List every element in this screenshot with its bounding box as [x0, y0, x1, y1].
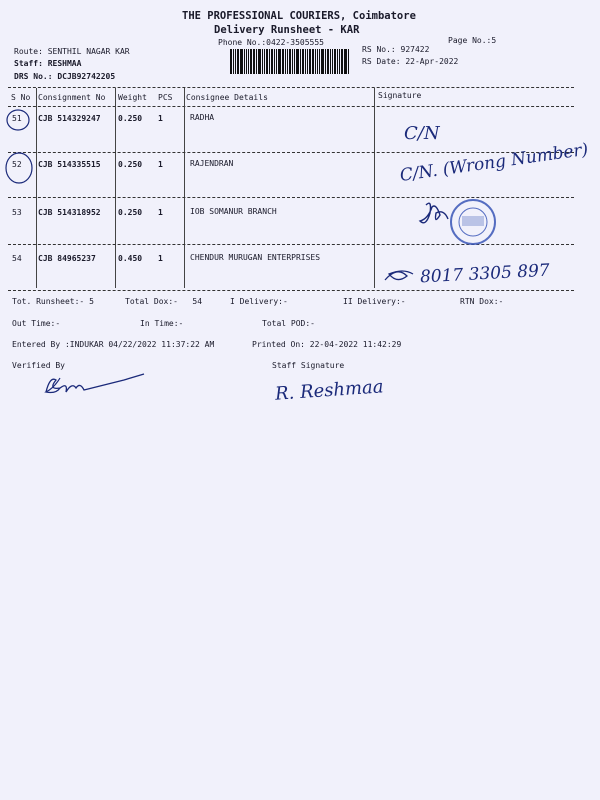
row-4-pcs: 1	[158, 254, 163, 263]
row-2-weight: 0.250	[118, 160, 143, 169]
header-pcs: PCS	[158, 93, 173, 102]
row-3-consignment: CJB 514318952	[38, 208, 101, 217]
row-4-details: CHENDUR MURUGAN ENTERPRISES	[190, 253, 321, 262]
row-4-weight: 0.450	[118, 254, 143, 263]
circle-mark-52	[6, 153, 32, 183]
row-4-consignment: CJB 84965237	[38, 254, 96, 263]
staff-signature-label: Staff Signature	[272, 361, 345, 370]
in-time: In Time:-	[140, 319, 184, 328]
total-dox: Total Dox:- 54	[125, 297, 203, 306]
header-consignee-details: Consignee Details	[186, 93, 268, 102]
entered-by: Entered By :INDUKAR 04/22/2022 11:37:22 AM	[12, 340, 215, 349]
row-3-sno: 53	[12, 208, 22, 217]
row-1-consignment: CJB 514329247	[38, 114, 101, 123]
verified-by-label: Verified By	[12, 361, 65, 370]
circle-mark-51	[7, 110, 29, 130]
row-1-sno: 51	[12, 114, 22, 123]
row-1-weight: 0.250	[118, 114, 143, 123]
row-3-pcs: 1	[158, 208, 163, 217]
rs-number: RS No.: 927422	[362, 45, 430, 54]
row-4-sno: 54	[12, 254, 22, 263]
row-3-details: IOB SOMANUR BRANCH	[190, 207, 277, 216]
total-pod: Total POD:-	[262, 319, 315, 328]
rs-date: RS Date: 22-Apr-2022	[362, 57, 459, 66]
drs-number: DRS No.: DCJB92742205	[14, 72, 116, 81]
row-2-consignment: CJB 514335515	[38, 160, 101, 169]
header-sno: S No	[11, 93, 31, 102]
row-2-details: RAJENDRAN	[190, 159, 234, 168]
row-2-pcs: 1	[158, 160, 163, 169]
stamp-seal	[451, 200, 495, 244]
row-3-weight: 0.250	[118, 208, 143, 217]
row-3-signature-scribble	[420, 203, 448, 223]
runsheet-title: Delivery Runsheet - KAR	[214, 24, 360, 36]
row-4-signature-scribble	[385, 271, 413, 280]
row-1-details: RADHA	[190, 113, 215, 122]
phone-number: Phone No.:0422-3505555	[218, 38, 324, 47]
staff-signature-handwriting: R. Reshmaa	[274, 376, 385, 405]
staff-label: Staff: RESHMAA	[14, 59, 82, 68]
route-label: Route: SENTHIL NAGAR KAR	[14, 47, 130, 56]
company-name: THE PROFESSIONAL COURIERS, Coimbatore	[182, 10, 416, 22]
ii-delivery: II Delivery:-	[343, 297, 406, 306]
header-weight: Weight	[118, 93, 147, 102]
out-time: Out Time:-	[12, 319, 61, 328]
header-signature: Signature	[378, 91, 422, 100]
page-number: Page No.:5	[448, 36, 497, 45]
header-consignment: Consignment No	[38, 93, 106, 102]
printed-on: Printed On: 22-04-2022 11:42:29	[252, 340, 402, 349]
row-2-signature-note: C/N. (Wrong Number)	[398, 139, 590, 186]
row-2-sno: 52	[12, 160, 22, 169]
rtn-dox: RTN Dox:-	[460, 297, 504, 306]
row-1-pcs: 1	[158, 114, 163, 123]
verified-by-signature-scribble	[46, 374, 144, 392]
i-delivery: I Delivery:-	[230, 297, 288, 306]
row-4-signature-note: 8017 3305 897	[419, 260, 551, 288]
tot-runsheet: Tot. Runsheet:- 5	[12, 297, 94, 306]
row-1-signature-note: C/N	[404, 123, 440, 144]
